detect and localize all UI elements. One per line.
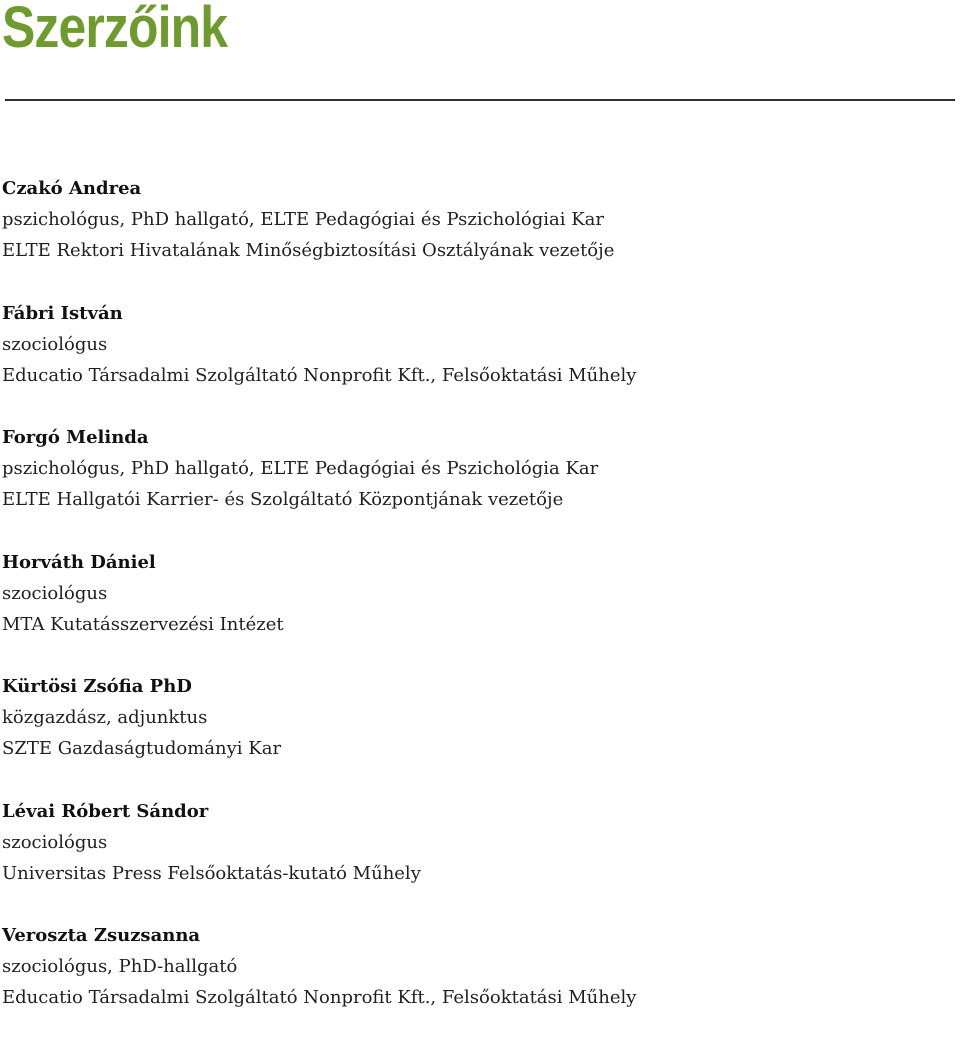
author-role: pszichológus, PhD hallgató, ELTE Pedagógiai és Pszichológia Kar	[2, 458, 599, 479]
author-name: Lévai Róbert Sándor	[2, 800, 209, 822]
author-name: Forgó Melinda	[2, 427, 149, 448]
author-name: Fábri István	[2, 302, 123, 324]
author-entry	[2, 671, 952, 796]
author-affiliation: Educatio Társadalmi Szolgáltató Nonprofit Kft., Felsőoktatási Műhely	[2, 987, 637, 1008]
author-affiliation: MTA Kutatásszervezési Intézet	[2, 613, 284, 635]
author-entry	[2, 173, 952, 298]
author-name: Kürtösi Zsófia PhD	[2, 676, 192, 697]
author-role: szociológus	[2, 333, 108, 355]
author-entry	[2, 422, 952, 547]
author-name: Horváth Dániel	[2, 551, 156, 573]
author-list	[2, 173, 952, 1045]
author-entry	[2, 547, 952, 672]
author-role: szociológus	[2, 831, 108, 853]
author-role: szociológus	[2, 582, 108, 604]
author-name: Czakó Andrea	[2, 178, 142, 199]
author-entry	[2, 796, 952, 921]
author-affiliation: Educatio Társadalmi Szolgáltató Nonprofit Kft., Felsőoktatási Műhely	[2, 364, 637, 386]
author-affiliation: ELTE Hallgatói Karrier- és Szolgáltató Központjának vezetője	[2, 489, 564, 510]
author-entry	[2, 298, 952, 423]
page-title: Szerzőink	[2, 0, 228, 60]
author-affiliation: ELTE Rektori Hivatalának Minőségbiztosítási Osztályának vezetője	[2, 240, 615, 261]
author-affiliation: SZTE Gazdaságtudományi Kar	[2, 738, 282, 759]
author-role: közgazdász, adjunktus	[2, 707, 208, 728]
author-role: szociológus, PhD-hallgató	[2, 956, 238, 977]
author-affiliation: Universitas Press Felsőoktatás-kutató Műhely	[2, 862, 421, 884]
author-entry	[2, 920, 952, 1045]
title-divider	[5, 99, 955, 101]
author-name: Veroszta Zsuzsanna	[2, 925, 201, 946]
author-role: pszichológus, PhD hallgató, ELTE Pedagógiai és Pszichológiai Kar	[2, 209, 605, 230]
